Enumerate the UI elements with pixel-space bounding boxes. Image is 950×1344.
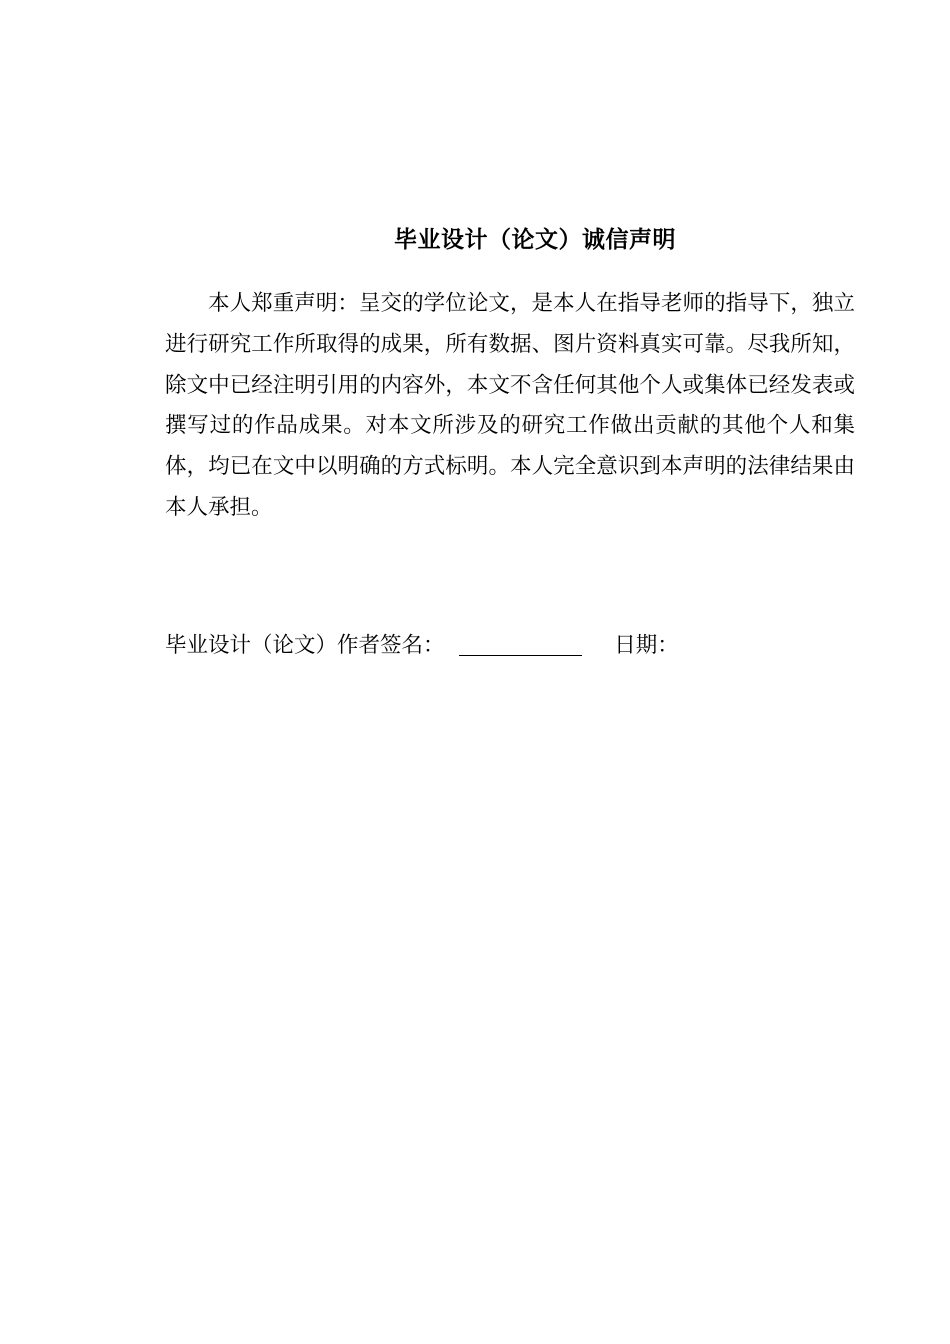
document-title: 毕业设计（论文）诚信声明 <box>394 227 676 253</box>
signature-label: 毕业设计（论文）作者签名： <box>165 633 445 658</box>
signature-blank-line <box>459 628 582 656</box>
signature-row <box>165 628 855 664</box>
declaration-paragraph: 本人郑重声明：呈交的学位论文，是本人在指导老师的指导下，独立进行研究工作所取得的成果，所有数据、图片资料真实可靠。尽我所知，除文中已经注明引用的内容外，本文不含任何其他个人或集体已经发表或撰写过的作品成果。对本文所涉及的研究工作做出贡献的其他个人和集体，均已在文中以明确的方式标明。本人完全意识到本声明的法律结果由本人承担。 <box>165 291 855 520</box>
date-label: 日期： <box>614 633 679 658</box>
